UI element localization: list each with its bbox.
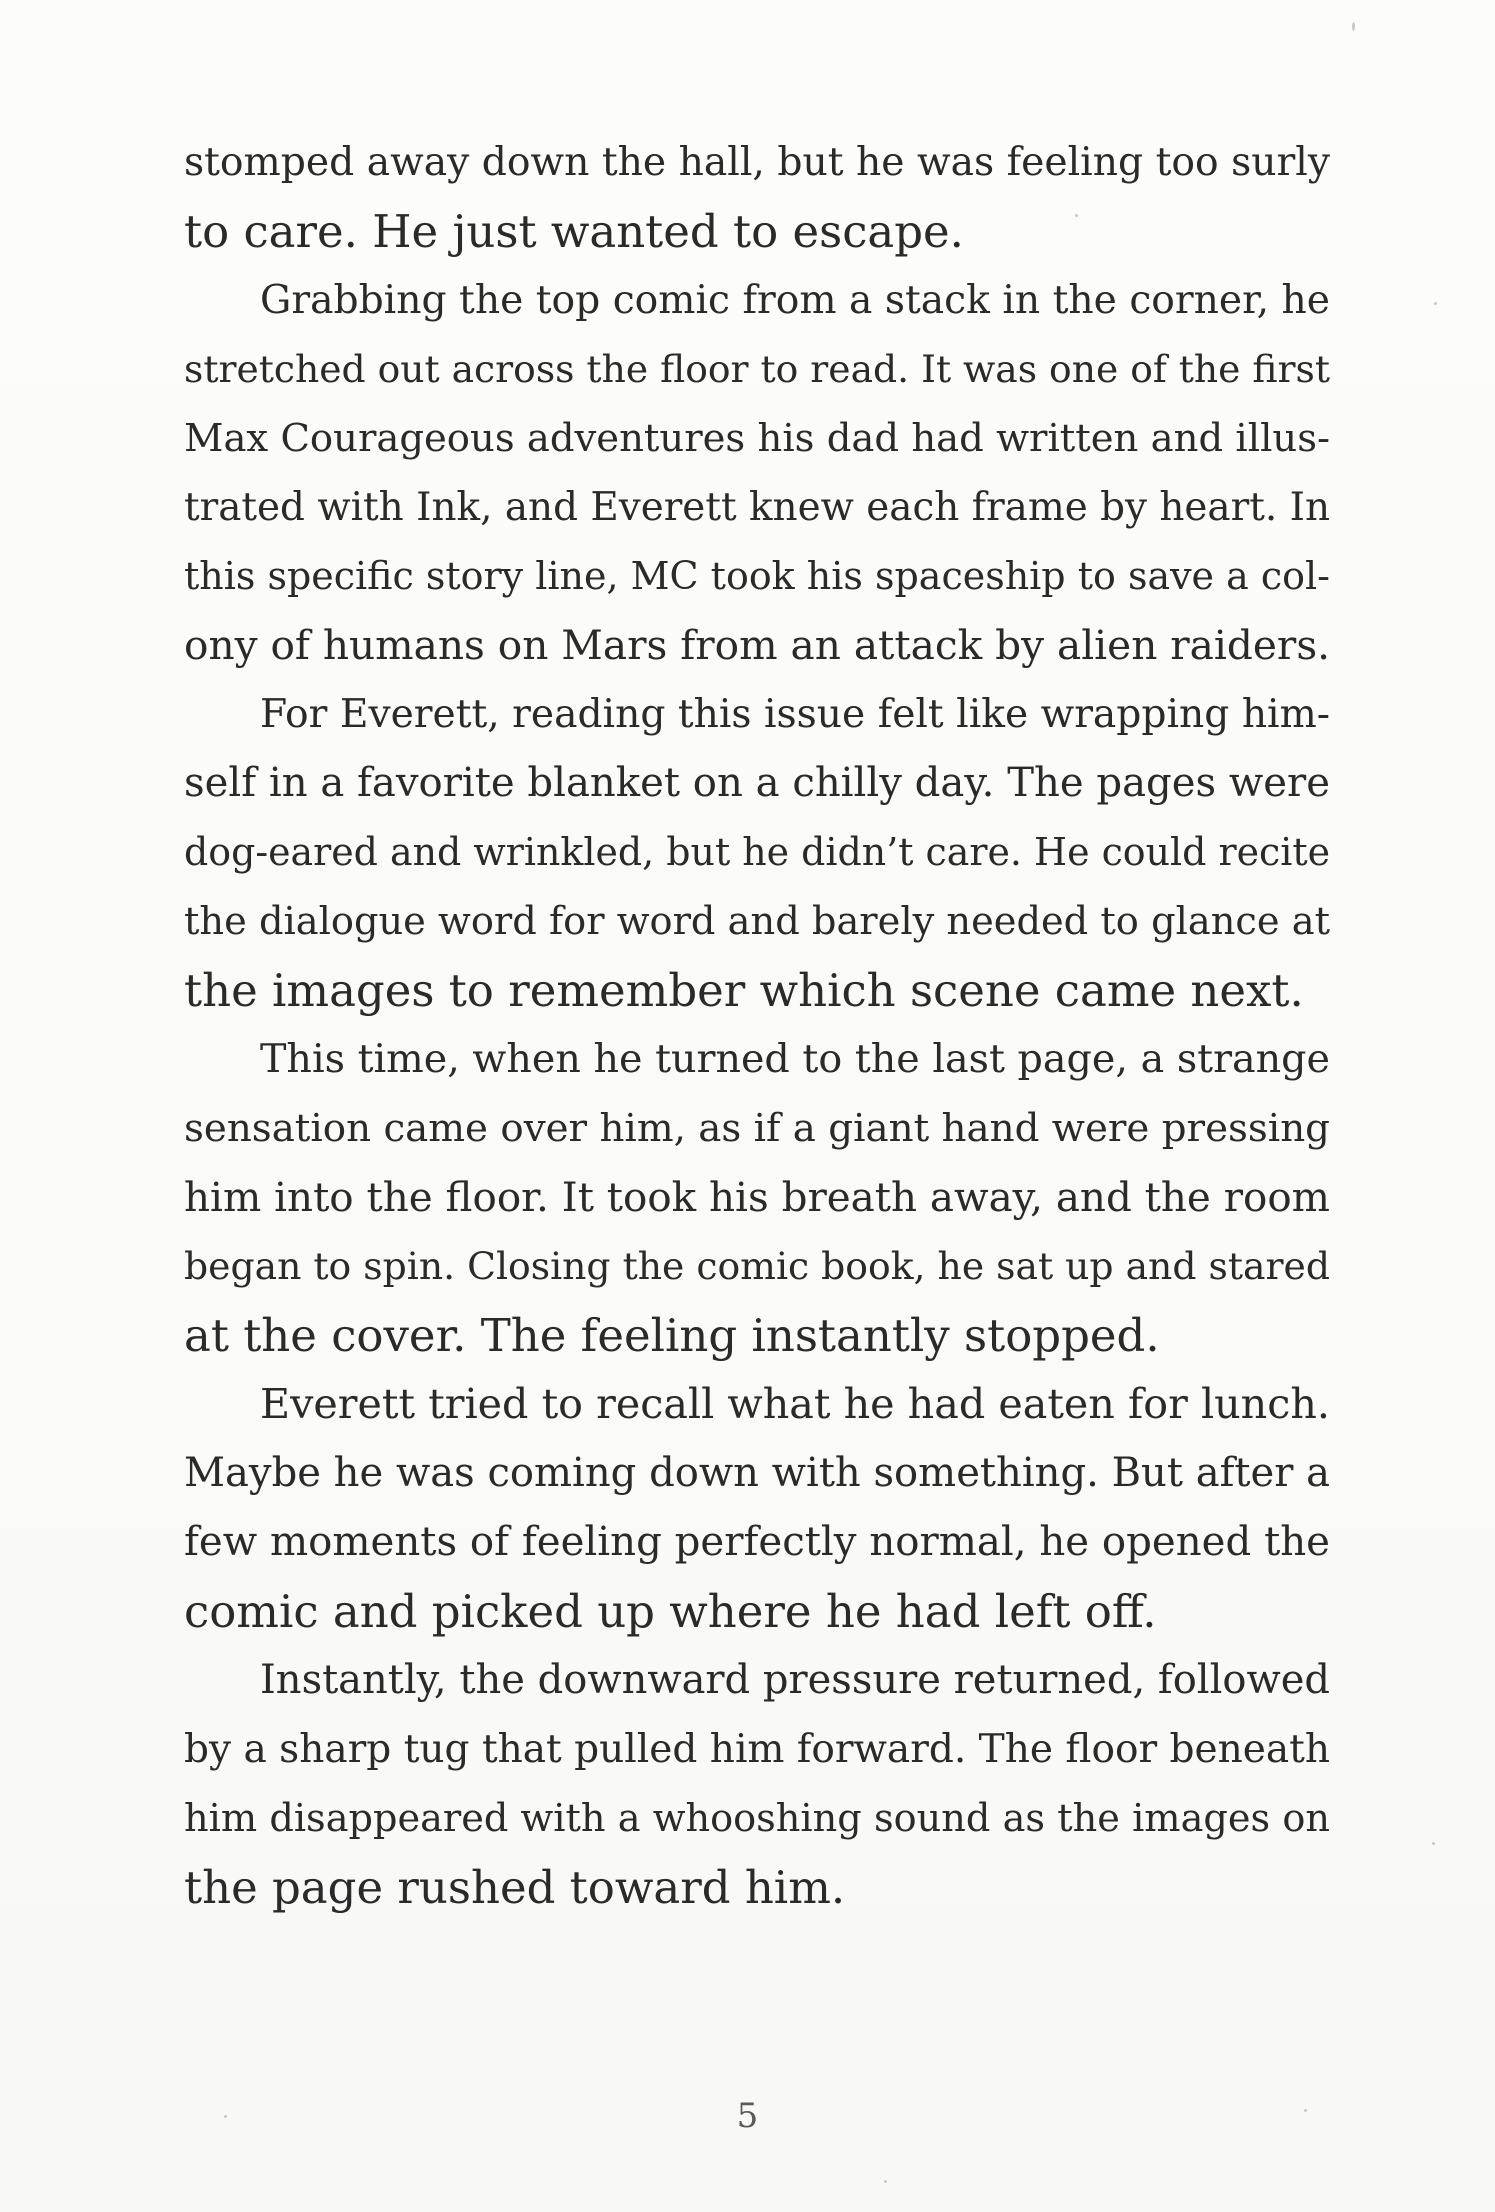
paper-speck [1352,22,1355,31]
paper-speck [884,2180,887,2183]
text-line: This time, when he turned to the last page, a strange [260,1036,1330,1082]
text-line: the page rushed toward him. [184,1861,846,1914]
paragraph [184,1025,1330,1370]
text-line: him disappeared with a whooshing sound as the images on [184,1796,1330,1841]
page-number: 5 [736,2096,759,2136]
text-line: by a sharp tug that pulled him forward. The floor beneath [184,1727,1331,1772]
text-line: dog-eared and wrinkled, but he didn’t care. He could recite [184,830,1330,874]
paragraph [184,1646,1330,1922]
text-line: comic and picked up where he had left off. [184,1585,1157,1638]
text-line: sensation came over him, as if a giant hand were pressing [184,1106,1330,1151]
text-line: few moments of feeling perfectly normal, he opened the [184,1519,1330,1565]
paragraph [184,128,1330,266]
paragraph [184,266,1330,680]
paper-speck [1432,1842,1435,1845]
text-line: stomped away down the hall, but he was feeling too surly [184,140,1331,185]
text-line: trated with Ink, and Everett knew each frame by heart. In [184,485,1330,530]
paragraph [184,680,1330,1025]
paper-speck [1434,302,1437,305]
text-line: ony of humans on Mars from an attack by alien raiders. [184,621,1331,669]
text-line: Everett tried to recall what he had eaten for lunch. [260,1380,1330,1428]
text-line: Grabbing the top comic from a stack in the corner, he [260,278,1330,323]
text-line: to care. He just wanted to escape. [184,205,964,258]
text-line: at the cover. The feeling instantly stopped. [184,1309,1160,1362]
text-line: this specific story line, MC took his spaceship to save a col- [184,554,1330,598]
text-line: began to spin. Closing the comic book, he sat up and stared [184,1244,1330,1288]
body-text [184,128,1330,1922]
text-line: Maybe he was coming down with something. But after a [184,1450,1331,1496]
text-line: Max Courageous adventures his dad had written and illus- [184,416,1330,461]
text-line: Instantly, the downward pressure returned, followed [260,1657,1330,1703]
text-line: self in a favorite blanket on a chilly day. The pages were [184,760,1330,806]
paragraph [184,1370,1330,1646]
text-line: For Everett, reading this issue felt like wrapping him- [260,692,1330,737]
text-line: the dialogue word for word and barely needed to glance at [184,899,1330,944]
text-line: stretched out across the floor to read. It was one of the first [184,347,1330,391]
text-line: the images to remember which scene came next. [184,964,1304,1017]
text-line: him into the floor. It took his breath away, and the room [184,1173,1330,1221]
